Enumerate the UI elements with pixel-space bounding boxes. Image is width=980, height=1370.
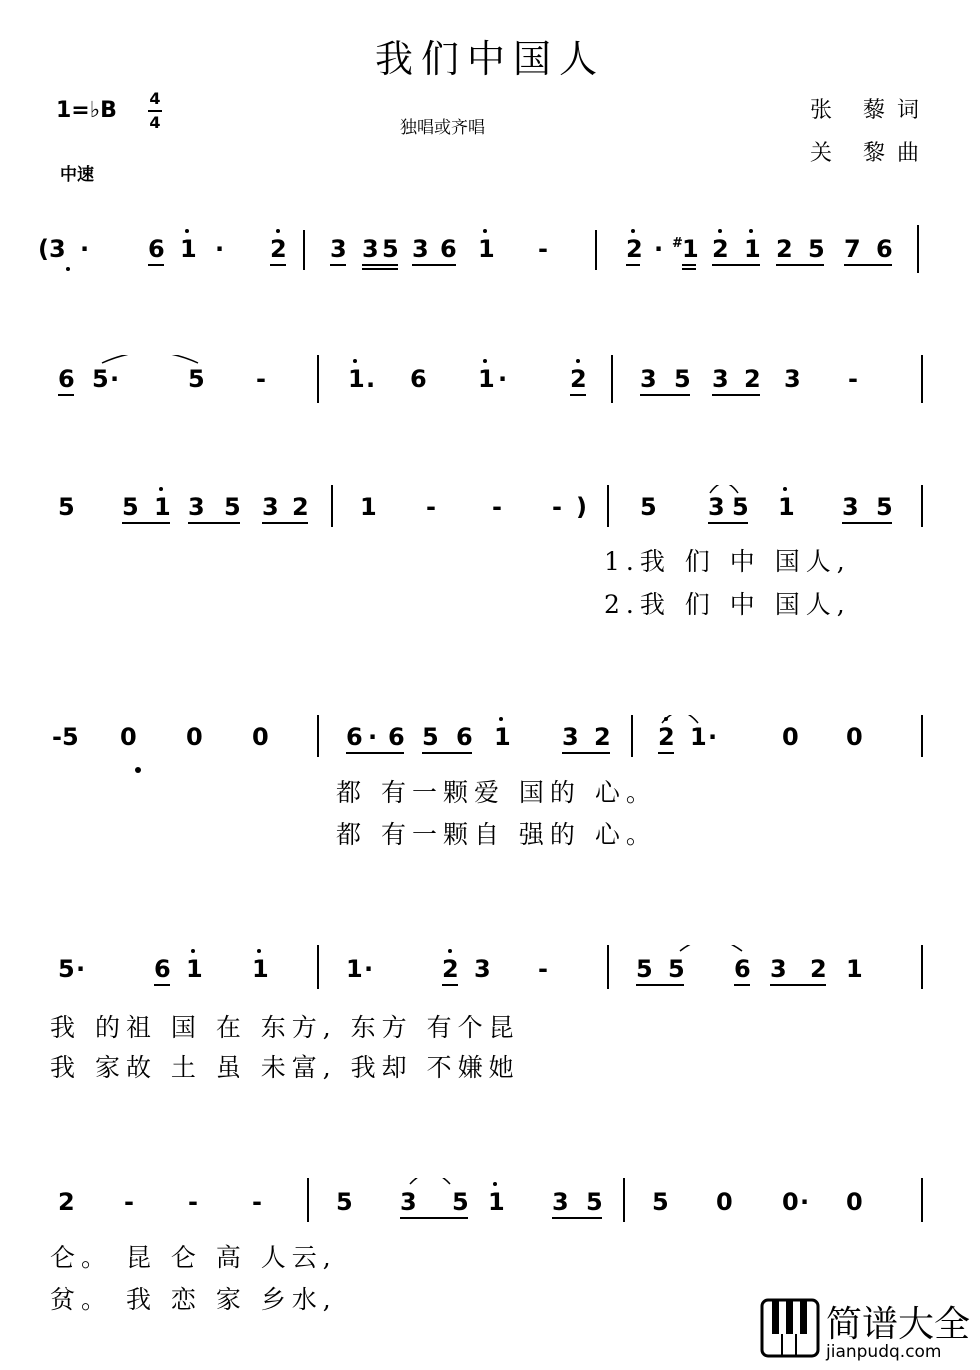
svg-text:1: 1 [846, 955, 863, 983]
notation-line-2 [30, 355, 930, 415]
svg-text:6: 6 [440, 235, 457, 263]
svg-text:3: 3 [262, 493, 279, 521]
lyricist-credit: 张 藜词 [810, 98, 931, 123]
svg-text:5: 5 [732, 493, 749, 521]
svg-text:-5: -5 [52, 723, 79, 751]
svg-text:0: 0 [846, 723, 863, 751]
svg-text:0: 0 [186, 723, 203, 751]
notation-line-1 [30, 225, 930, 285]
svg-text:5: 5 [224, 493, 241, 521]
svg-text:5: 5 [876, 493, 893, 521]
svg-text:3: 3 [708, 493, 725, 521]
svg-text:3: 3 [842, 493, 859, 521]
svg-text:5: 5 [636, 955, 653, 983]
svg-text:5: 5 [640, 493, 657, 521]
svg-text:·: · [708, 723, 718, 751]
svg-text:-: - [538, 235, 548, 263]
staff-system-3 [30, 485, 930, 545]
svg-text:3: 3 [770, 955, 787, 983]
svg-text:2: 2 [658, 723, 675, 751]
svg-text:1: 1 [478, 365, 495, 393]
lyric-verse1-line2: 都 有一颗爱 国的 心。 [336, 778, 657, 807]
svg-text:2: 2 [744, 365, 761, 393]
svg-text:2: 2 [712, 235, 729, 263]
svg-text:1: 1 [180, 235, 197, 263]
svg-text:1: 1 [348, 365, 365, 393]
svg-text:0: 0 [782, 1188, 799, 1216]
svg-text:6: 6 [456, 723, 473, 751]
svg-text:1: 1 [186, 955, 203, 983]
lyric-verse2-line2: 都 有一颗自 强的 心。 [336, 820, 657, 849]
lyric-verse1-line4: 仑。 昆 仑 高 人云, [50, 1243, 337, 1272]
time-signature [148, 88, 162, 134]
svg-text:5: 5 [422, 723, 439, 751]
svg-text:1: 1 [778, 493, 795, 521]
svg-text:5: 5 [808, 235, 825, 263]
watermark-logo [760, 1298, 971, 1362]
staff-system-2 [30, 355, 930, 415]
svg-text:7: 7 [844, 235, 861, 263]
piano-keys-icon [760, 1298, 820, 1358]
svg-text:3: 3 [784, 365, 801, 393]
svg-text:·: · [800, 1188, 810, 1216]
svg-text:0: 0 [782, 723, 799, 751]
svg-text:0: 0 [252, 723, 269, 751]
svg-text:0: 0 [846, 1188, 863, 1216]
svg-text:3: 3 [412, 235, 429, 263]
song-title: 我们中国人 [374, 37, 605, 81]
svg-text:3: 3 [640, 365, 657, 393]
svg-text:6: 6 [148, 235, 165, 263]
watermark-name: 简谱大全 [826, 1304, 971, 1345]
svg-text:5: 5 [452, 1188, 469, 1216]
svg-text:1: 1 [744, 235, 761, 263]
svg-text:3: 3 [400, 1188, 417, 1216]
svg-text:2: 2 [442, 955, 459, 983]
svg-text:3: 3 [188, 493, 205, 521]
svg-text:-: - [538, 955, 548, 983]
svg-text:1: 1 [494, 723, 511, 751]
svg-text:-: - [124, 1188, 134, 1216]
svg-text:2: 2 [58, 1188, 75, 1216]
svg-text:1: 1 [360, 493, 377, 521]
svg-text:2: 2 [270, 235, 287, 263]
svg-text:2: 2 [810, 955, 827, 983]
svg-text:#: # [672, 236, 683, 251]
svg-text:1: 1 [682, 235, 699, 263]
lyric-verse1-line3: 我 的祖 国 在 东方, 东方 有个昆 [50, 1013, 520, 1042]
svg-text:3: 3 [330, 235, 347, 263]
svg-text:5: 5 [668, 955, 685, 983]
svg-text:·: · [364, 955, 374, 983]
notation-line-3 [30, 485, 930, 545]
svg-text:2: 2 [292, 493, 309, 521]
svg-text:-: - [492, 493, 502, 521]
svg-text:0: 0 [120, 723, 137, 751]
svg-text:-: - [252, 1188, 262, 1216]
notation-line-6 [30, 1178, 930, 1238]
lyric-verse2-line4: 贫。 我 恋 家 乡水, [50, 1285, 337, 1314]
svg-text:·: · [110, 365, 120, 393]
svg-text:2: 2 [570, 365, 587, 393]
svg-text:1: 1 [478, 235, 495, 263]
lyric-verse2-line1: 2.我 们 中 国人, [604, 590, 851, 619]
svg-text:3: 3 [562, 723, 579, 751]
svg-text:2: 2 [626, 235, 643, 263]
svg-text:3: 3 [712, 365, 729, 393]
svg-text:2: 2 [594, 723, 611, 751]
svg-text:5: 5 [586, 1188, 603, 1216]
svg-text:5: 5 [382, 235, 399, 263]
svg-text:5: 5 [674, 365, 691, 393]
svg-text:5: 5 [92, 365, 109, 393]
svg-text:6: 6 [734, 955, 751, 983]
staff-system-6 [30, 1178, 930, 1238]
svg-text:3: 3 [362, 235, 379, 263]
svg-text:·: · [368, 723, 378, 751]
svg-text:.: . [366, 365, 376, 393]
svg-text:-: - [256, 365, 266, 393]
svg-text:5: 5 [336, 1188, 353, 1216]
svg-text:-: - [188, 1188, 198, 1216]
svg-text:6: 6 [346, 723, 363, 751]
svg-text:5: 5 [652, 1188, 669, 1216]
time-sig-bottom: 4 [149, 113, 161, 132]
svg-text:5: 5 [58, 493, 75, 521]
svg-text:5: 5 [58, 955, 75, 983]
performance-note: 独唱或齐唱 [400, 118, 485, 138]
staff-system-1 [30, 225, 930, 285]
svg-text:-: - [848, 365, 858, 393]
svg-text:·: · [76, 955, 86, 983]
svg-text:5: 5 [188, 365, 205, 393]
staff-system-5 [30, 945, 930, 1005]
staff-system-4 [30, 715, 930, 775]
svg-text:0: 0 [716, 1188, 733, 1216]
open-paren: (3 [38, 235, 66, 263]
svg-text:1: 1 [252, 955, 269, 983]
notation-line-4 [30, 715, 930, 775]
svg-text:1: 1 [154, 493, 171, 521]
svg-text:1: 1 [690, 723, 707, 751]
key-signature: 1=♭B [56, 98, 117, 123]
svg-text:): ) [576, 493, 587, 521]
svg-text:2: 2 [776, 235, 793, 263]
svg-text:3: 3 [474, 955, 491, 983]
svg-text:·: · [215, 235, 225, 263]
svg-text:·: · [654, 235, 664, 263]
time-sig-top: 4 [149, 89, 161, 108]
svg-text:1: 1 [488, 1188, 505, 1216]
svg-text:3: 3 [552, 1188, 569, 1216]
notation-line-5 [30, 945, 930, 1005]
svg-text:·: · [498, 365, 508, 393]
watermark-url: jianpudq.com [826, 1342, 942, 1362]
lyric-verse1-line1: 1.我 们 中 国人, [604, 547, 851, 576]
tempo-marking: 中速 [60, 165, 94, 185]
svg-text:6: 6 [58, 365, 75, 393]
svg-text:5: 5 [122, 493, 139, 521]
svg-text:6: 6 [876, 235, 893, 263]
svg-text:6: 6 [154, 955, 171, 983]
svg-text:6: 6 [388, 723, 405, 751]
svg-text:-: - [552, 493, 562, 521]
svg-text:6: 6 [410, 365, 427, 393]
svg-text:1: 1 [346, 955, 363, 983]
lyric-verse2-line3: 我 家故 土 虽 未富, 我却 不嫌她 [50, 1053, 520, 1082]
composer-credit: 关 黎曲 [810, 141, 931, 166]
svg-text:-: - [426, 493, 436, 521]
svg-text:·: · [80, 235, 90, 263]
